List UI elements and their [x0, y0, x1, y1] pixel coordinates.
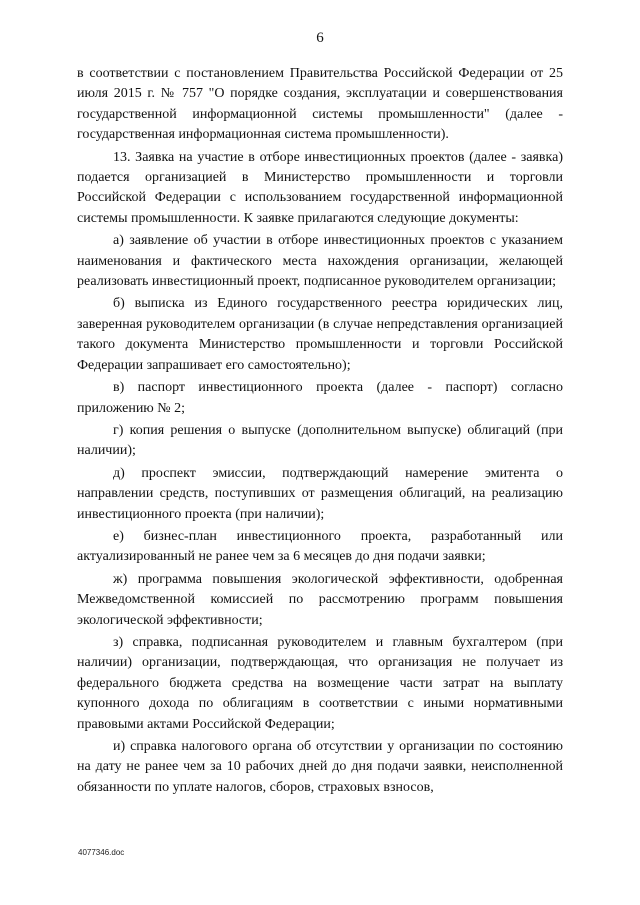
- list-item-i: и) справка налогового органа об отсутствии у организации по состоянию на дату не ранее чем за 10 рабочих дней до дня подачи заявки, неисполненной обязанности по уплате налогов, сборов, страховых взносов,: [77, 739, 563, 795]
- list-item-zh: ж) программа повышения экологической эффективности, одобренная Межведомственной комиссией по рассмотрению программ повышения экологической эффективности;: [77, 571, 563, 628]
- list-item-b: б) выписка из Единого государственного реестра юридических лиц, заверенная руководителем организации (в случае непредставления организацией такого документа Министерство промышленности и торговли Российской Федерации запрашивает его самостоятельно);: [77, 296, 563, 373]
- page-number: 6: [316, 30, 324, 46]
- paragraph-continuation: в соответствии с постановлением Правительства Российской Федерации от 25 июля 2015 г. № 757 "О порядке создания, эксплуатации и совершенствования государственной информационной системы промышленности" (далее - государственная информационная система промышленности).: [77, 66, 563, 143]
- list-item-v: в) паспорт инвестиционного проекта (далее - паспорт) согласно приложению № 2;: [77, 380, 563, 416]
- list-item-z: з) справка, подписанная руководителем и главным бухгалтером (при наличии) организации, подтверждающая, что организация не получает из федерального бюджета средства на возмещение части затрат на выплату купонного дохода по облигациям в соответствии с иными нормативными правовыми актами Российской Федерации;: [77, 634, 563, 732]
- list-item-a: а) заявление об участии в отборе инвестиционных проектов с указанием наименования и фактического места нахождения организации, желающей реализовать инвестиционный проект, подписанное руководителем организации;: [77, 233, 563, 290]
- paragraph-item-13: 13. Заявка на участие в отборе инвестиционных проектов (далее - заявка) подается организацией в Министерство промышленности и торговли Российской Федерации с использованием государственной информационной системы промышленности. К заявке прилагаются следующие документы:: [77, 149, 563, 226]
- list-item-e: е) бизнес-план инвестиционного проекта, разработанный или актуализированный не ранее чем за 6 месяцев до дня подачи заявки;: [77, 528, 563, 565]
- list-item-g: г) копия решения о выпуске (дополнительном выпуске) облигаций (при наличии);: [77, 422, 563, 459]
- footer-file-code: 4077346.doc: [78, 848, 125, 857]
- list-item-d: д) проспект эмиссии, подтверждающий намерение эмитента о направлении средств, поступивших от размещения облигаций, на реализацию инвестиционного проекта (при наличии);: [77, 465, 563, 522]
- document-body: [77, 64, 563, 800]
